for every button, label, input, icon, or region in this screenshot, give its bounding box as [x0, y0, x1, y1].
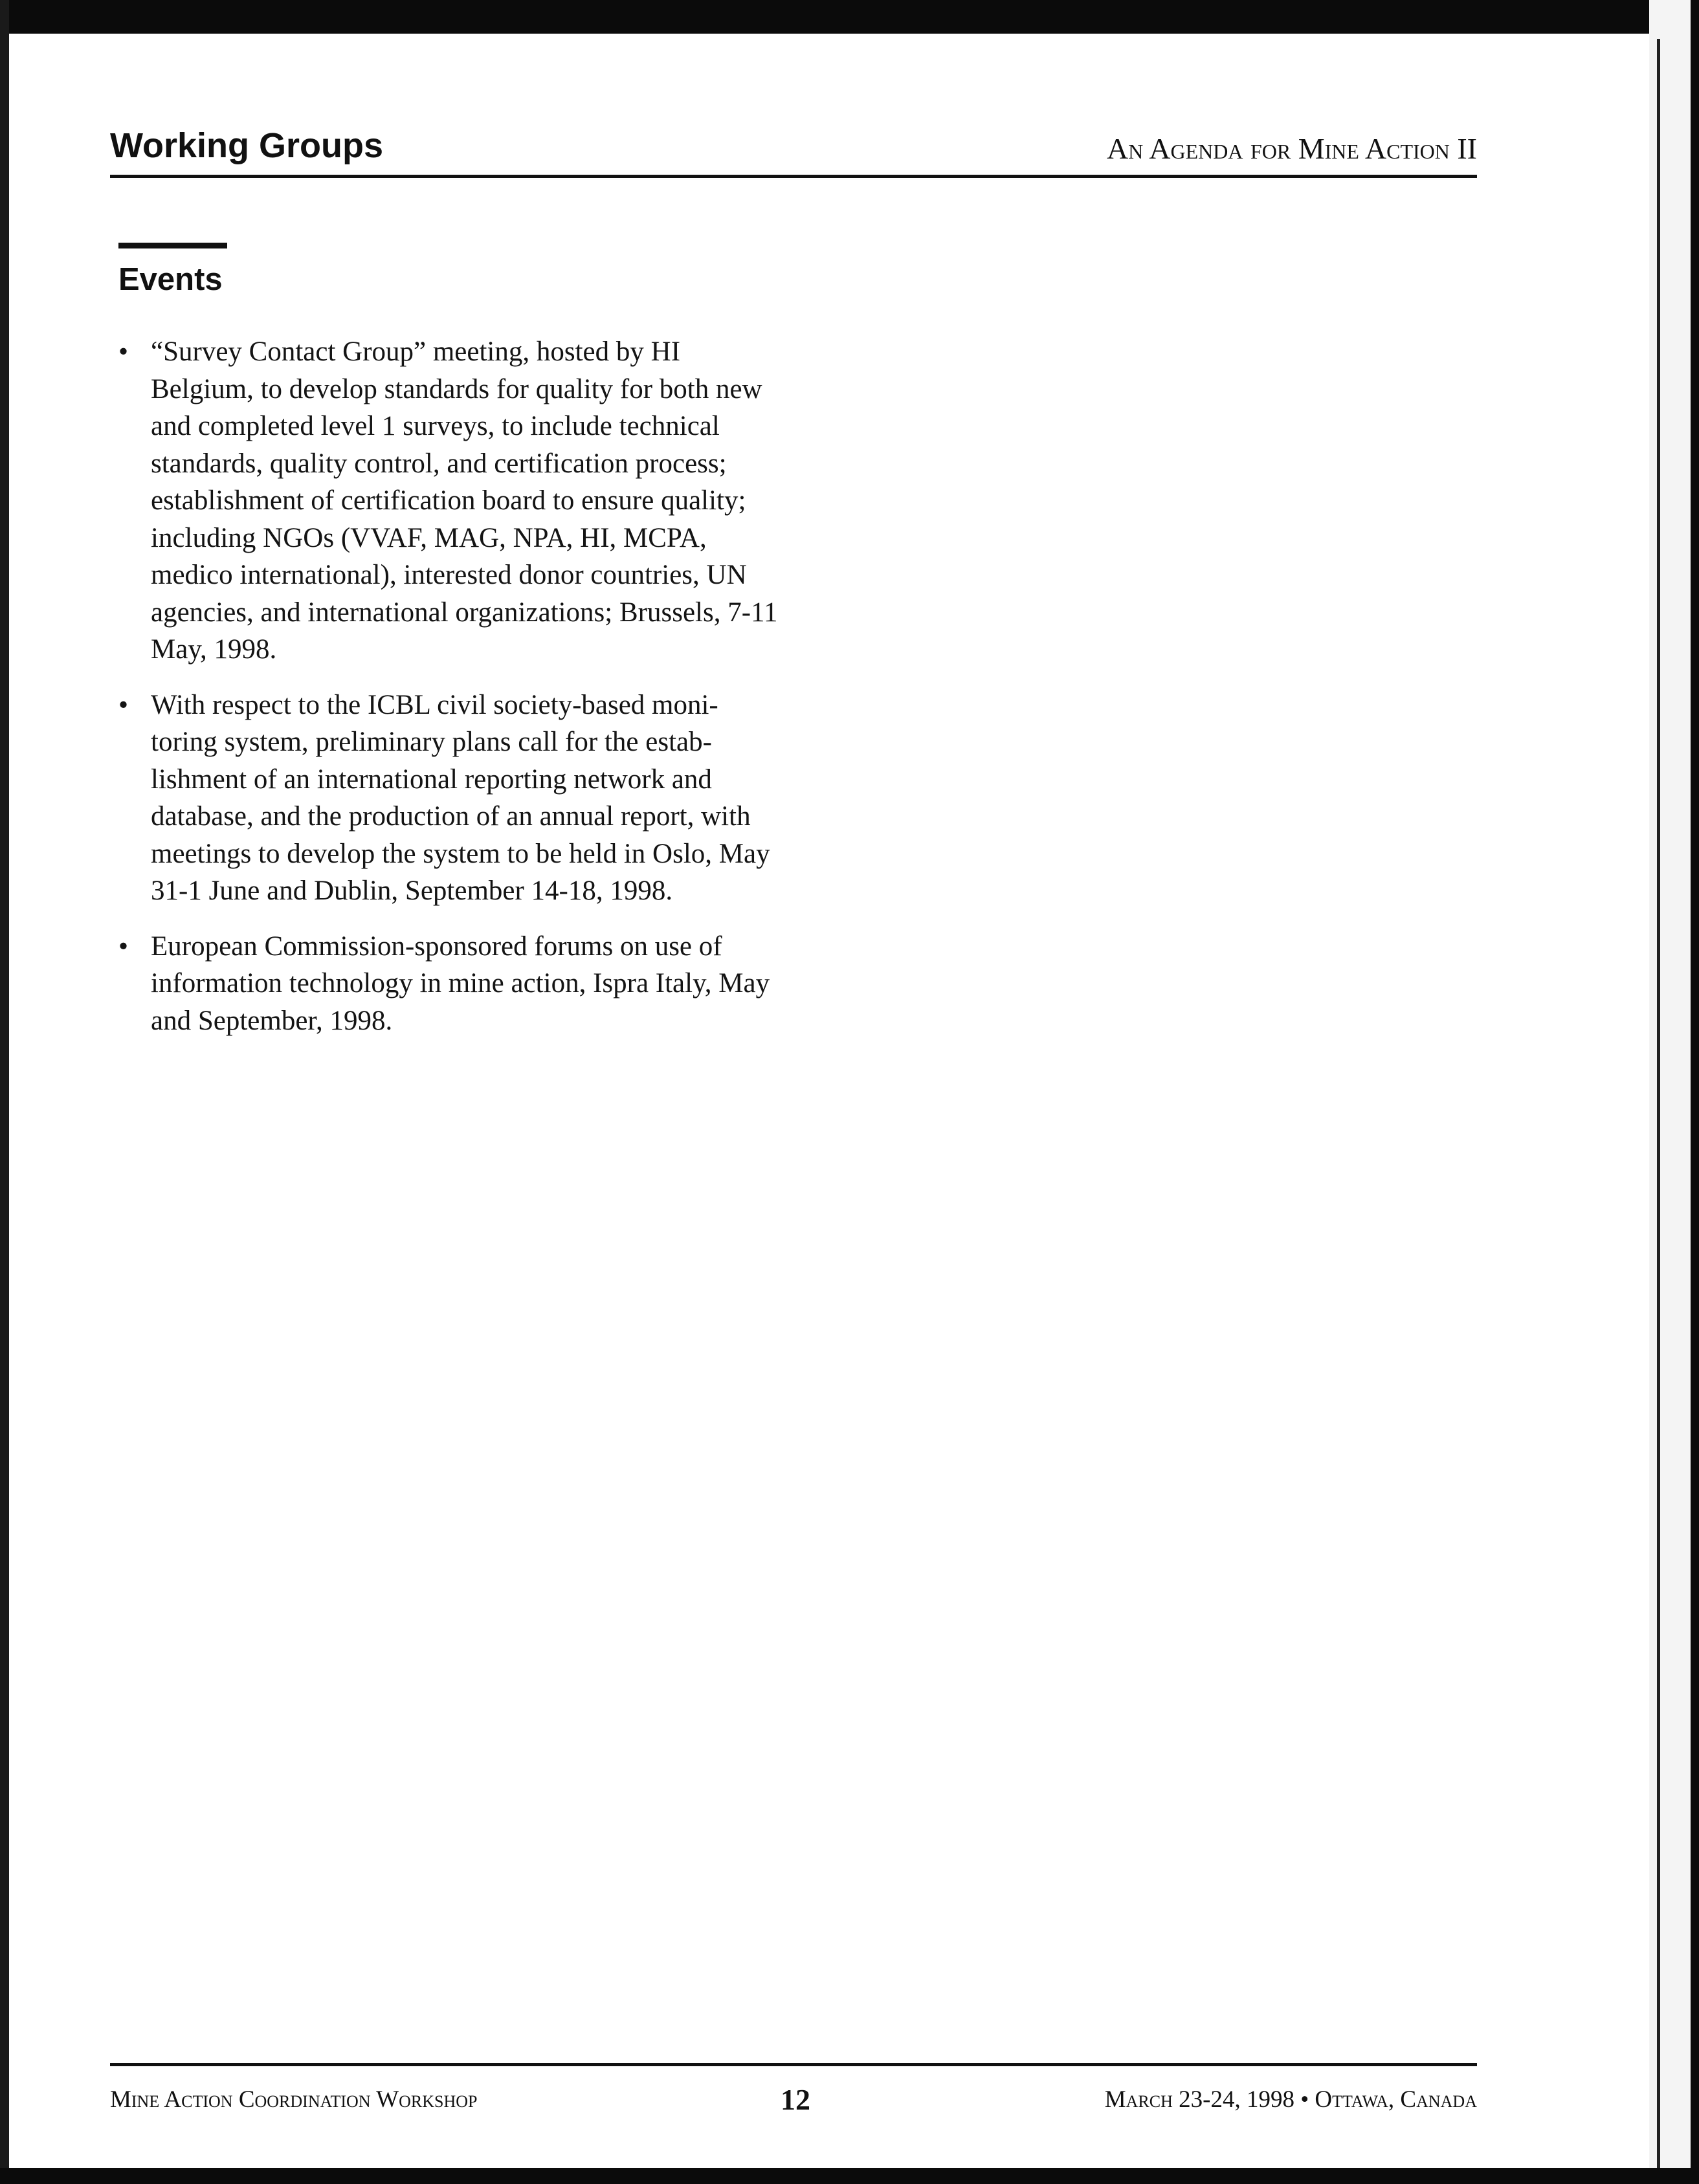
list-item-text: “Survey Contact Group” meeting, hosted by HI Belgium, to develop standards for quality for both new and completed level 1 surveys, to include technical standards, quality control, and certification process; establishment of certification board to ensure quality; including NGOs (VVAF, MAG, NPA, HI, MCPA, medico international), interested donor countries, UN agencies, and international organizations; Brussels, 7-11 May, 1998. [151, 336, 778, 665]
footer-rule [110, 2063, 1477, 2066]
section-title: Working Groups [110, 126, 384, 165]
header-rule [110, 175, 1477, 178]
list-item [118, 687, 779, 910]
scan-border-right-edge [1691, 0, 1699, 2184]
page-header [110, 120, 1477, 178]
scan-binding-line [1657, 39, 1660, 2174]
list-item-text: With respect to the ICBL civil society-based moni-toring system, preliminary plans call for the estab-lishment of an international reporting network and database, and the production of an annual report, with meetings to develop the system to be held in Oslo, May 31-1 June and Dublin, September 14-18, 1998. [151, 689, 770, 906]
scan-border-left [0, 0, 9, 2184]
events-list [118, 333, 779, 1057]
list-item [118, 928, 779, 1040]
footer-workshop-title: Mine Action Coordination Workshop [110, 2086, 478, 2113]
list-item [118, 333, 779, 668]
list-item-text: European Commission-sponsored forums on use of information technology in mine action, Ispra Italy, May and September, 1998. [151, 931, 770, 1036]
bullet-icon: • [118, 931, 129, 962]
publication-title: An Agenda for Mine Action II [1106, 132, 1477, 165]
bullet-icon: • [118, 336, 129, 367]
events-heading-bar [118, 243, 227, 248]
bullet-icon: • [118, 689, 129, 720]
page-number: 12 [781, 2083, 810, 2116]
scan-border-bottom [0, 2168, 1699, 2184]
page-footer [110, 2077, 1477, 2123]
footer-date-location: March 23-24, 1998 • Ottawa, Canada [1104, 2086, 1477, 2113]
scan-border-top [0, 0, 1699, 34]
events-heading: Events [118, 262, 223, 297]
